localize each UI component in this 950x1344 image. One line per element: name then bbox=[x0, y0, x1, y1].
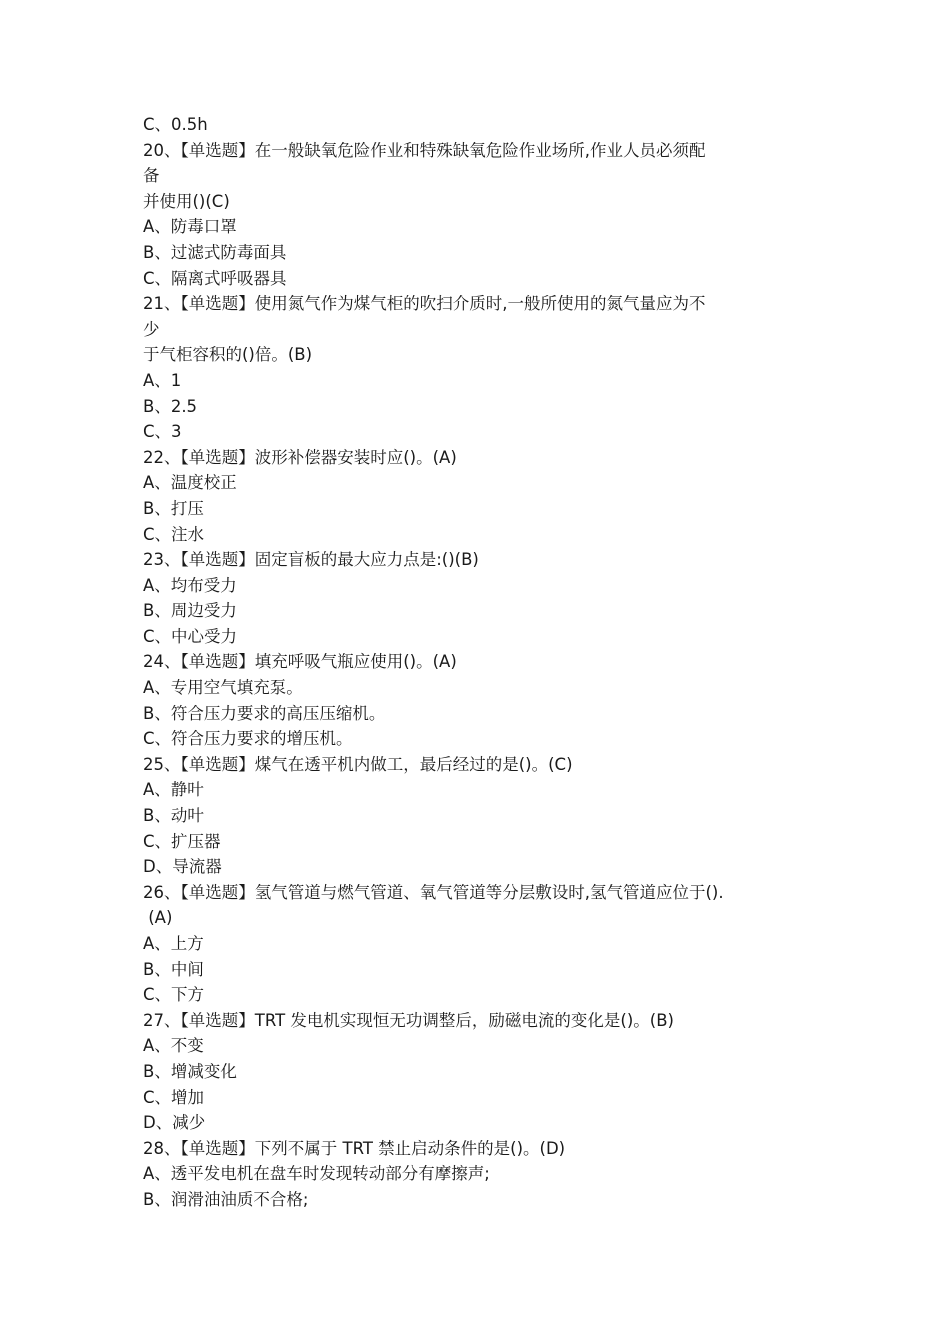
option-line: A、不变 bbox=[143, 1036, 204, 1056]
question-line: 27、【单选题】TRT 发电机实现恒无功调整后，励磁电流的变化是()。(B) bbox=[143, 1010, 674, 1030]
option-line: C、隔离式呼吸器具 bbox=[143, 268, 287, 288]
option-line: D、导流器 bbox=[143, 857, 222, 877]
question-line: 20、【单选题】在一般缺氧危险作业和特殊缺氧危险作业场所,作业人员必须配 bbox=[143, 140, 706, 160]
question-list bbox=[143, 112, 823, 1213]
option-line: C、符合压力要求的增压机。 bbox=[143, 729, 353, 749]
option-line: B、周边受力 bbox=[143, 601, 237, 621]
option-line: A、透平发电机在盘车时发现转动部分有摩擦声; bbox=[143, 1164, 490, 1184]
option-line: B、动叶 bbox=[143, 806, 204, 826]
option-line: B、过滤式防毒面具 bbox=[143, 242, 287, 262]
question-line: 24、【单选题】填充呼吸气瓶应使用()。(A) bbox=[143, 652, 457, 672]
option-line: A、1 bbox=[143, 370, 182, 390]
question-line: 22、【单选题】波形补偿器安装时应()。(A) bbox=[143, 447, 457, 467]
option-line: D、减少 bbox=[143, 1113, 206, 1133]
question-line: 21、【单选题】使用氮气作为煤气柜的吹扫介质时,一般所使用的氮气量应为不 bbox=[143, 294, 706, 314]
option-line: C、中心受力 bbox=[143, 626, 238, 646]
option-line: A、专用空气填充泵。 bbox=[143, 678, 303, 698]
question-line: 于气柜容积的()倍。(B) bbox=[143, 345, 313, 365]
option-line: B、2.5 bbox=[143, 396, 198, 416]
option-line: C、下方 bbox=[143, 985, 205, 1005]
question-line: 23、【单选题】固定盲板的最大应力点是:()(B) bbox=[143, 550, 479, 570]
option-line: C、0.5h bbox=[143, 115, 208, 134]
option-line: C、注水 bbox=[143, 524, 205, 544]
question-line: 备 bbox=[143, 166, 160, 186]
question-line: 28、【单选题】下列不属于 TRT 禁止启动条件的是()。(D) bbox=[143, 1138, 566, 1158]
option-line: B、润滑油油质不合格; bbox=[143, 1189, 309, 1209]
option-line: A、温度校正 bbox=[143, 473, 237, 493]
option-line: C、增加 bbox=[143, 1087, 205, 1107]
question-line: 26、【单选题】氢气管道与燃气管道、氧气管道等分层敷设时,氢气管道应位于(). bbox=[143, 882, 724, 902]
question-line: 少 bbox=[143, 319, 160, 339]
option-line: B、中间 bbox=[143, 959, 204, 979]
option-line: A、上方 bbox=[143, 934, 204, 953]
option-line: B、符合压力要求的高压压缩机。 bbox=[143, 703, 386, 723]
option-line: A、静叶 bbox=[143, 780, 204, 800]
option-line: A、防毒口罩 bbox=[143, 217, 237, 237]
question-line: 25、【单选题】煤气在透平机内做工，最后经过的是()。(C) bbox=[143, 754, 573, 774]
question-line: (A) bbox=[143, 908, 173, 928]
option-line: C、3 bbox=[143, 422, 182, 442]
question-line: 并使用()(C) bbox=[143, 191, 230, 211]
option-line: B、增减变化 bbox=[143, 1061, 237, 1081]
option-line: C、扩压器 bbox=[143, 831, 221, 851]
option-line: B、打压 bbox=[143, 498, 204, 518]
option-line: A、均布受力 bbox=[143, 575, 237, 595]
